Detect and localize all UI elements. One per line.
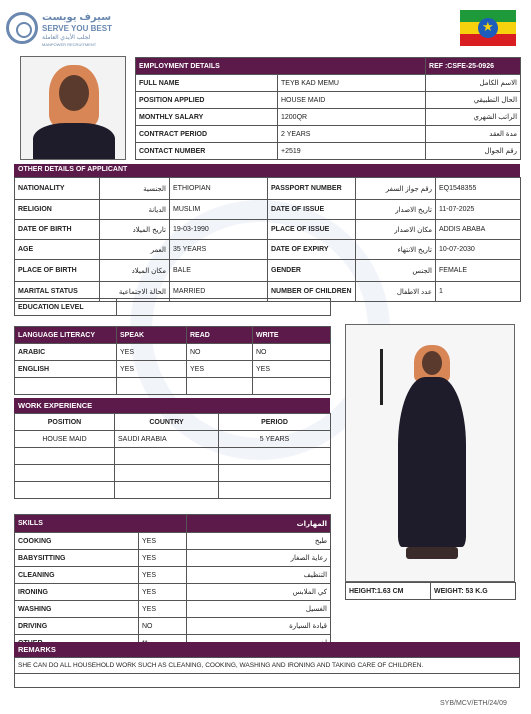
detail-label-ar: الديانة <box>100 200 170 220</box>
applicant-photo-full <box>345 324 515 582</box>
skill-value: NO <box>139 618 187 635</box>
company-logo <box>6 10 116 50</box>
language-speak: YES <box>117 361 187 378</box>
education-level-value <box>117 299 331 316</box>
language-section <box>14 326 330 395</box>
detail-label: GENDER <box>268 260 356 282</box>
skill-label: DRIVING <box>15 618 139 635</box>
detail-label: MARITAL STATUS <box>15 282 100 302</box>
detail-label: DATE OF ISSUE <box>268 200 356 220</box>
applicant-photo-small <box>20 56 126 160</box>
detail-label-ar: الحالة الاجتماعية <box>100 282 170 302</box>
language-read: NO <box>187 344 253 361</box>
language-speak: YES <box>117 344 187 361</box>
table-row <box>15 361 331 378</box>
skill-value: YES <box>139 601 187 618</box>
table-row <box>15 220 521 240</box>
detail-value: MARRIED <box>170 282 268 302</box>
table-row <box>15 465 331 482</box>
detail-value: 19-03-1990 <box>170 220 268 240</box>
language-write: YES <box>253 361 331 378</box>
detail-label-ar: تاريخ الاصدار <box>356 200 436 220</box>
skill-label-ar: طبخ <box>187 533 331 550</box>
weight-value: WEIGHT: 53 K.G <box>431 583 516 600</box>
detail-value: EQ1548355 <box>436 178 521 200</box>
position-value: HOUSE MAID <box>278 92 426 109</box>
detail-label: NUMBER OF CHILDREN <box>268 282 356 302</box>
table-row <box>15 584 331 601</box>
detail-value: ADDIS ABABA <box>436 220 521 240</box>
education-level-title: EDUCATION LEVEL <box>15 299 117 316</box>
detail-label: AGE <box>15 240 100 260</box>
employment-details-title: EMPLOYMENT DETAILS <box>136 58 426 75</box>
ethiopia-flag-icon <box>460 10 516 46</box>
other-details-section <box>14 164 520 302</box>
full-name-value: TEYB KAD MEMU <box>278 75 426 92</box>
detail-label: PLACE OF BIRTH <box>15 260 100 282</box>
detail-label: NATIONALITY <box>15 178 100 200</box>
work-experience-section <box>14 398 330 499</box>
table-row <box>15 567 331 584</box>
detail-label: PLACE OF ISSUE <box>268 220 356 240</box>
period-header: PERIOD <box>219 414 331 431</box>
skill-value: YES <box>139 533 187 550</box>
table-row <box>15 601 331 618</box>
measurements <box>345 582 515 600</box>
skill-label: CLEANING <box>15 567 139 584</box>
country-header: COUNTRY <box>115 414 219 431</box>
detail-label-ar: رقم جواز السفر <box>356 178 436 200</box>
contact-number-label: CONTACT NUMBER <box>136 143 278 160</box>
logo-arabic: سيرف يوبست <box>42 12 112 23</box>
detail-label: DATE OF BIRTH <box>15 220 100 240</box>
language-name: ARABIC <box>15 344 117 361</box>
remarks-title: REMARKS <box>14 642 520 657</box>
full-name-label-ar: الاسم الكامل <box>426 75 521 92</box>
skill-label-ar: الغسيل <box>187 601 331 618</box>
detail-value: FEMALE <box>436 260 521 282</box>
work-country: SAUDI ARABIA <box>115 431 219 448</box>
remarks-section <box>14 642 520 688</box>
detail-label: RELIGION <box>15 200 100 220</box>
logo-subtitle-en: MANPOWER RECRUITMENT <box>42 42 97 47</box>
table-row <box>15 618 331 635</box>
table-row <box>15 482 331 499</box>
other-details-title: OTHER DETAILS OF APPLICANT <box>14 164 520 177</box>
detail-label-ar: مكان الاصدار <box>356 220 436 240</box>
skill-value: YES <box>139 567 187 584</box>
contract-period-value: 2 YEARS <box>278 126 426 143</box>
work-header-row <box>15 414 331 431</box>
table-row <box>15 550 331 567</box>
table-row <box>15 178 521 200</box>
detail-label: PASSPORT NUMBER <box>268 178 356 200</box>
detail-label-ar: الجنسية <box>100 178 170 200</box>
document-code: SYB/MCV/ETH/24/09 <box>440 700 507 707</box>
skill-label: IRONING <box>15 584 139 601</box>
detail-label: DATE OF EXPIRY <box>268 240 356 260</box>
detail-label-ar: العمر <box>100 240 170 260</box>
logo-mark-icon <box>6 12 38 44</box>
table-row <box>15 240 521 260</box>
salary-value: 1200QR <box>278 109 426 126</box>
detail-value: 10-07-2030 <box>436 240 521 260</box>
contact-number-label-ar: رقم الجوال <box>426 143 521 160</box>
logo-subtitle: لجلب الأيدي العاملة <box>42 35 91 41</box>
education-section <box>14 298 330 316</box>
detail-label-ar: الجنس <box>356 260 436 282</box>
language-read: YES <box>187 361 253 378</box>
skill-label-ar: التنظيف <box>187 567 331 584</box>
skill-label: BABYSITTING <box>15 550 139 567</box>
full-name-label: FULL NAME <box>136 75 278 92</box>
detail-label-ar: مكان الميلاد <box>100 260 170 282</box>
work-position: HOUSE MAID <box>15 431 115 448</box>
table-row <box>136 109 521 126</box>
table-row <box>136 143 521 160</box>
detail-value: MUSLIM <box>170 200 268 220</box>
contract-period-label-ar: مدة العقد <box>426 126 521 143</box>
skill-label: WASHING <box>15 601 139 618</box>
skills-section <box>14 514 330 652</box>
position-header: POSITION <box>15 414 115 431</box>
detail-label-ar: تاريخ الانتهاء <box>356 240 436 260</box>
table-row <box>15 260 521 282</box>
read-header: READ <box>187 327 253 344</box>
write-header: WRITE <box>253 327 331 344</box>
table-row <box>136 75 521 92</box>
detail-value: 35 YEARS <box>170 240 268 260</box>
detail-value: 11-07-2025 <box>436 200 521 220</box>
height-value: HEIGHT:1.63 CM <box>346 583 431 600</box>
skill-label-ar: رعاية الصغار <box>187 550 331 567</box>
detail-value: ETHIOPIAN <box>170 178 268 200</box>
contract-period-label: CONTRACT PERIOD <box>136 126 278 143</box>
detail-value: 1 <box>436 282 521 302</box>
table-row <box>15 431 331 448</box>
skill-label-ar: قيادة السيارة <box>187 618 331 635</box>
salary-label-ar: الراتب الشهري <box>426 109 521 126</box>
work-experience-title: WORK EXPERIENCE <box>14 398 330 413</box>
skill-value: YES <box>139 584 187 601</box>
table-row <box>15 533 331 550</box>
contact-number-value: +2519 <box>278 143 426 160</box>
skill-label-ar: كي الملابس <box>187 584 331 601</box>
table-row <box>136 126 521 143</box>
position-label-ar: الحال التطبيقي <box>426 92 521 109</box>
detail-value: BALE <box>170 260 268 282</box>
table-row <box>15 448 331 465</box>
skills-title: SKILLS <box>15 515 187 533</box>
reference-number: REF :CSFE-25-0926 <box>426 58 521 75</box>
table-row <box>15 344 331 361</box>
language-name: ENGLISH <box>15 361 117 378</box>
position-label: POSITION APPLIED <box>136 92 278 109</box>
table-row <box>136 92 521 109</box>
remarks-text: SHE CAN DO ALL HOUSEHOLD WORK SUCH AS CLEANING, COOKING, WASHING AND IRONING AND TAKING CARE OF CHILDREN. <box>15 658 520 674</box>
work-period: 5 YEARS <box>219 431 331 448</box>
language-write: NO <box>253 344 331 361</box>
speak-header: SPEAK <box>117 327 187 344</box>
detail-label-ar: عدد الاطفال <box>356 282 436 302</box>
skill-value: YES <box>139 550 187 567</box>
language-header: LANGUAGE LITERACY <box>15 327 117 344</box>
table-row <box>15 378 331 395</box>
salary-label: MONTHLY SALARY <box>136 109 278 126</box>
table-row <box>15 200 521 220</box>
logo-english: SERVE YOU BEST <box>42 24 112 33</box>
skills-title-ar: المهارات <box>187 515 331 533</box>
skill-label: COOKING <box>15 533 139 550</box>
detail-label-ar: تاريخ الميلاد <box>100 220 170 240</box>
language-header-row <box>15 327 331 344</box>
employment-details-section <box>135 57 520 160</box>
